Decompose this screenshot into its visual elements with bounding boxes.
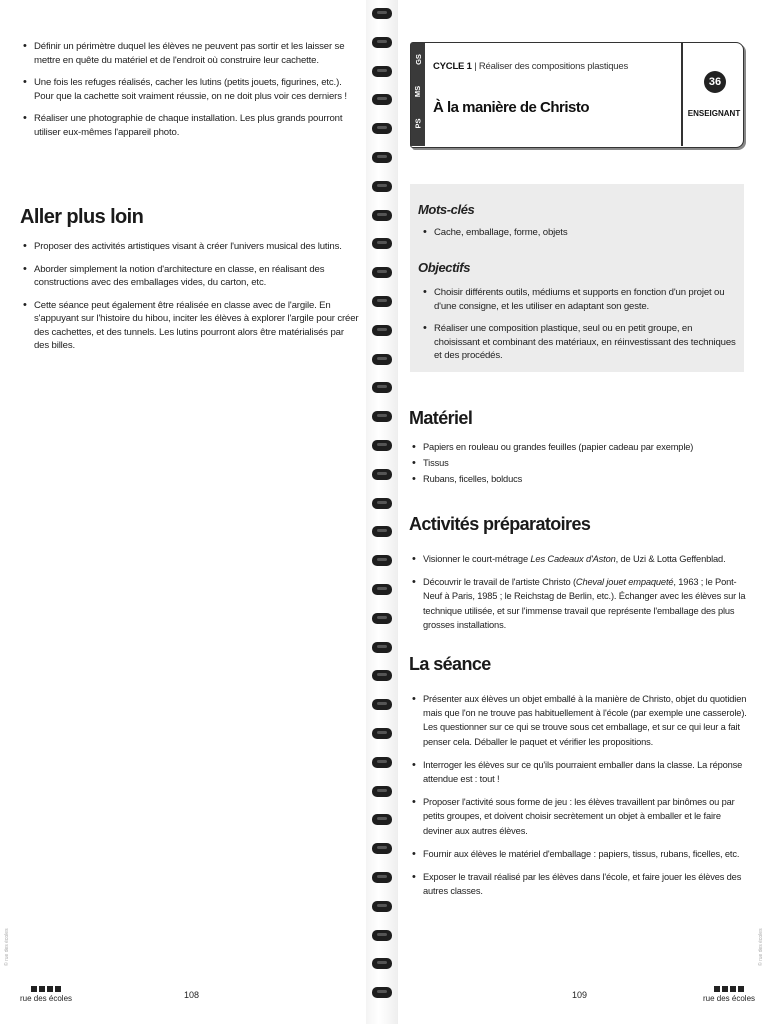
header-divider xyxy=(681,43,683,146)
list-item: • Interroger les élèves sur ce qu'ils pourraient emballer dans la classe. La réponse attendue est : tout ! xyxy=(411,758,747,786)
binding-ring xyxy=(372,987,392,998)
list-item: • Visionner le court-métrage Les Cadeaux d'Aston, de Uzi & Lotta Geffenblad. xyxy=(411,552,747,566)
footer-brand-left xyxy=(20,986,72,1003)
cycle-subject: | Réaliser des compositions plastiques xyxy=(474,61,628,72)
list-item: • Réaliser une composition plastique, seul ou en petit groupe, en choisissant et combinant des matériaux, en réinvestissant des techniques et des procédés. xyxy=(422,322,740,363)
list-item: • Rubans, ficelles, bolducs xyxy=(411,472,747,486)
cycle-label: CYCLE 1 xyxy=(433,61,472,72)
role-label: ENSEIGNANT xyxy=(687,109,741,118)
material-title: Matériel xyxy=(409,408,473,428)
binding-ring xyxy=(372,94,392,105)
list-item: • Exposer le travail réalisé par les élèves dans l'école, et faire jouer les élèves des autres classes. xyxy=(411,870,747,898)
list-item: • Proposer des activités artistiques visant à créer l'univers musical des lutins. xyxy=(22,240,360,254)
binding-ring xyxy=(372,843,392,854)
left-page xyxy=(0,0,366,1024)
binding-ring xyxy=(372,757,392,768)
binding-ring xyxy=(372,498,392,509)
footer-brand-right xyxy=(703,986,755,1003)
card-title: À la manière de Christo xyxy=(433,99,590,116)
brand-name: rue des écoles xyxy=(20,994,73,1003)
list-item: • Une fois les refuges réalisés, cacher les lutins (petits jouets, figurines, etc.). Pour que la cachette soit vraiment réussie, on ne doit plus voir ces derniers ! xyxy=(22,76,360,103)
list-item: • Tissus xyxy=(411,456,747,470)
card-header xyxy=(410,42,744,148)
right-page xyxy=(398,0,768,1024)
spiral-binding xyxy=(366,0,398,1024)
binding-ring xyxy=(372,930,392,941)
binding-ring xyxy=(372,526,392,537)
session-title: La séance xyxy=(409,654,491,674)
list-item: • Présenter aux élèves un objet emballé à la manière de Christo, objet du quotidien mais que l'on ne trouve pas habituellement à l'école (par exemple une casserole). Les questionner sur ce qui se trouve sous cet emballage, et sur ce qui leur a fait penser cela. Déballer le paquet et vérifier les propositions. xyxy=(411,692,747,749)
list-item: • Proposer l'activité sous forme de jeu : les élèves travaillent par binômes ou par petits groupes, et doivent choisir secrètement un objet à emballer et le faire deviner aux autres élèves. xyxy=(411,795,747,838)
list-item: • Cette séance peut également être réalisée en classe avec de l'argile. En s'appuyant sur l'histoire du hibou, inciter les élèves à explorer l'argile pour créer des cachettes, et des tunnels. Les lutins pourront alors être matérialisés par des billes. xyxy=(22,299,360,353)
binding-ring xyxy=(372,181,392,192)
binding-ring xyxy=(372,958,392,969)
binding-ring xyxy=(372,210,392,221)
binding-ring xyxy=(372,613,392,624)
binding-ring xyxy=(372,296,392,307)
list-item: • Définir un périmètre duquel les élèves ne peuvent pas sortir et les laisser se mettre en quête du matériel et de l'endroit où construire leur cachette. xyxy=(22,40,360,67)
objectives-title: Objectifs xyxy=(418,260,471,275)
binding-ring xyxy=(372,814,392,825)
cycle-line xyxy=(433,61,628,72)
list-item: • Réaliser une photographie de chaque installation. Les plus grands pourront utiliser eux-mêmes l'appareil photo. xyxy=(22,112,360,139)
binding-ring xyxy=(372,411,392,422)
binding-ring xyxy=(372,555,392,566)
binding-ring xyxy=(372,872,392,883)
list-item: • Fournir aux élèves le matériel d'emballage : papiers, tissus, rubans, ficelles, etc. xyxy=(411,847,747,861)
further-list xyxy=(22,240,360,362)
prep-list xyxy=(411,552,747,641)
binding-ring xyxy=(372,670,392,681)
page-number-right: 109 xyxy=(572,990,588,1000)
level-gs: GS xyxy=(413,54,423,65)
binding-ring xyxy=(372,123,392,134)
list-item: • Choisir différents outils, médiums et supports en fonction d'un projet ou d'une consigne, et les utiliser en adaptant son geste. xyxy=(422,286,740,313)
keywords-list xyxy=(422,226,740,243)
level-ps: PS xyxy=(413,118,423,129)
keywords-title: Mots-clés xyxy=(418,202,475,217)
level-band xyxy=(411,43,425,146)
copyright-left: © rue des écoles xyxy=(4,928,10,966)
level-ms: MS xyxy=(413,85,423,98)
binding-ring xyxy=(372,901,392,912)
objectives-list xyxy=(422,286,740,372)
binding-ring xyxy=(372,37,392,48)
binding-ring xyxy=(372,440,392,451)
binding-ring xyxy=(372,8,392,19)
card-number-badge: 36 xyxy=(704,71,726,93)
binding-ring xyxy=(372,728,392,739)
binding-ring xyxy=(372,382,392,393)
session-list xyxy=(411,692,747,907)
binding-ring xyxy=(372,152,392,163)
binding-ring xyxy=(372,642,392,653)
list-item: • Cache, emballage, forme, objets xyxy=(422,226,740,240)
brand-logo-icon xyxy=(714,986,744,992)
list-item: • Découvrir le travail de l'artiste Christo (Cheval jouet empaqueté, 1963 ; le Pont-Neuf à Paris, 1985 ; le Reichstag de Berlin, etc.). Échanger avec les élèves sur la technique utilisée, et sur l'immense travail que représente l'emballage des plus grosses installations. xyxy=(411,575,747,632)
page-number-left: 108 xyxy=(184,990,200,1000)
copyright-right: © rue des écoles xyxy=(758,928,764,966)
binding-ring xyxy=(372,469,392,480)
binding-ring xyxy=(372,238,392,249)
binding-ring xyxy=(372,786,392,797)
binding-ring xyxy=(372,354,392,365)
binding-ring xyxy=(372,325,392,336)
further-title: Aller plus loin xyxy=(20,206,144,228)
material-list xyxy=(411,440,747,489)
binding-ring xyxy=(372,584,392,595)
binding-ring xyxy=(372,699,392,710)
brand-name: rue des écoles xyxy=(703,994,756,1003)
left-top-list xyxy=(22,40,360,148)
binding-ring xyxy=(372,267,392,278)
list-item: • Aborder simplement la notion d'architecture en classe, en réalisant des constructions avec des emballages vides, du carton, etc. xyxy=(22,263,360,290)
brand-logo-icon xyxy=(31,986,61,992)
keywords-objectives-box xyxy=(410,184,744,372)
prep-title: Activités préparatoires xyxy=(409,514,591,534)
list-item: • Papiers en rouleau ou grandes feuilles (papier cadeau par exemple) xyxy=(411,440,747,454)
binding-ring xyxy=(372,66,392,77)
